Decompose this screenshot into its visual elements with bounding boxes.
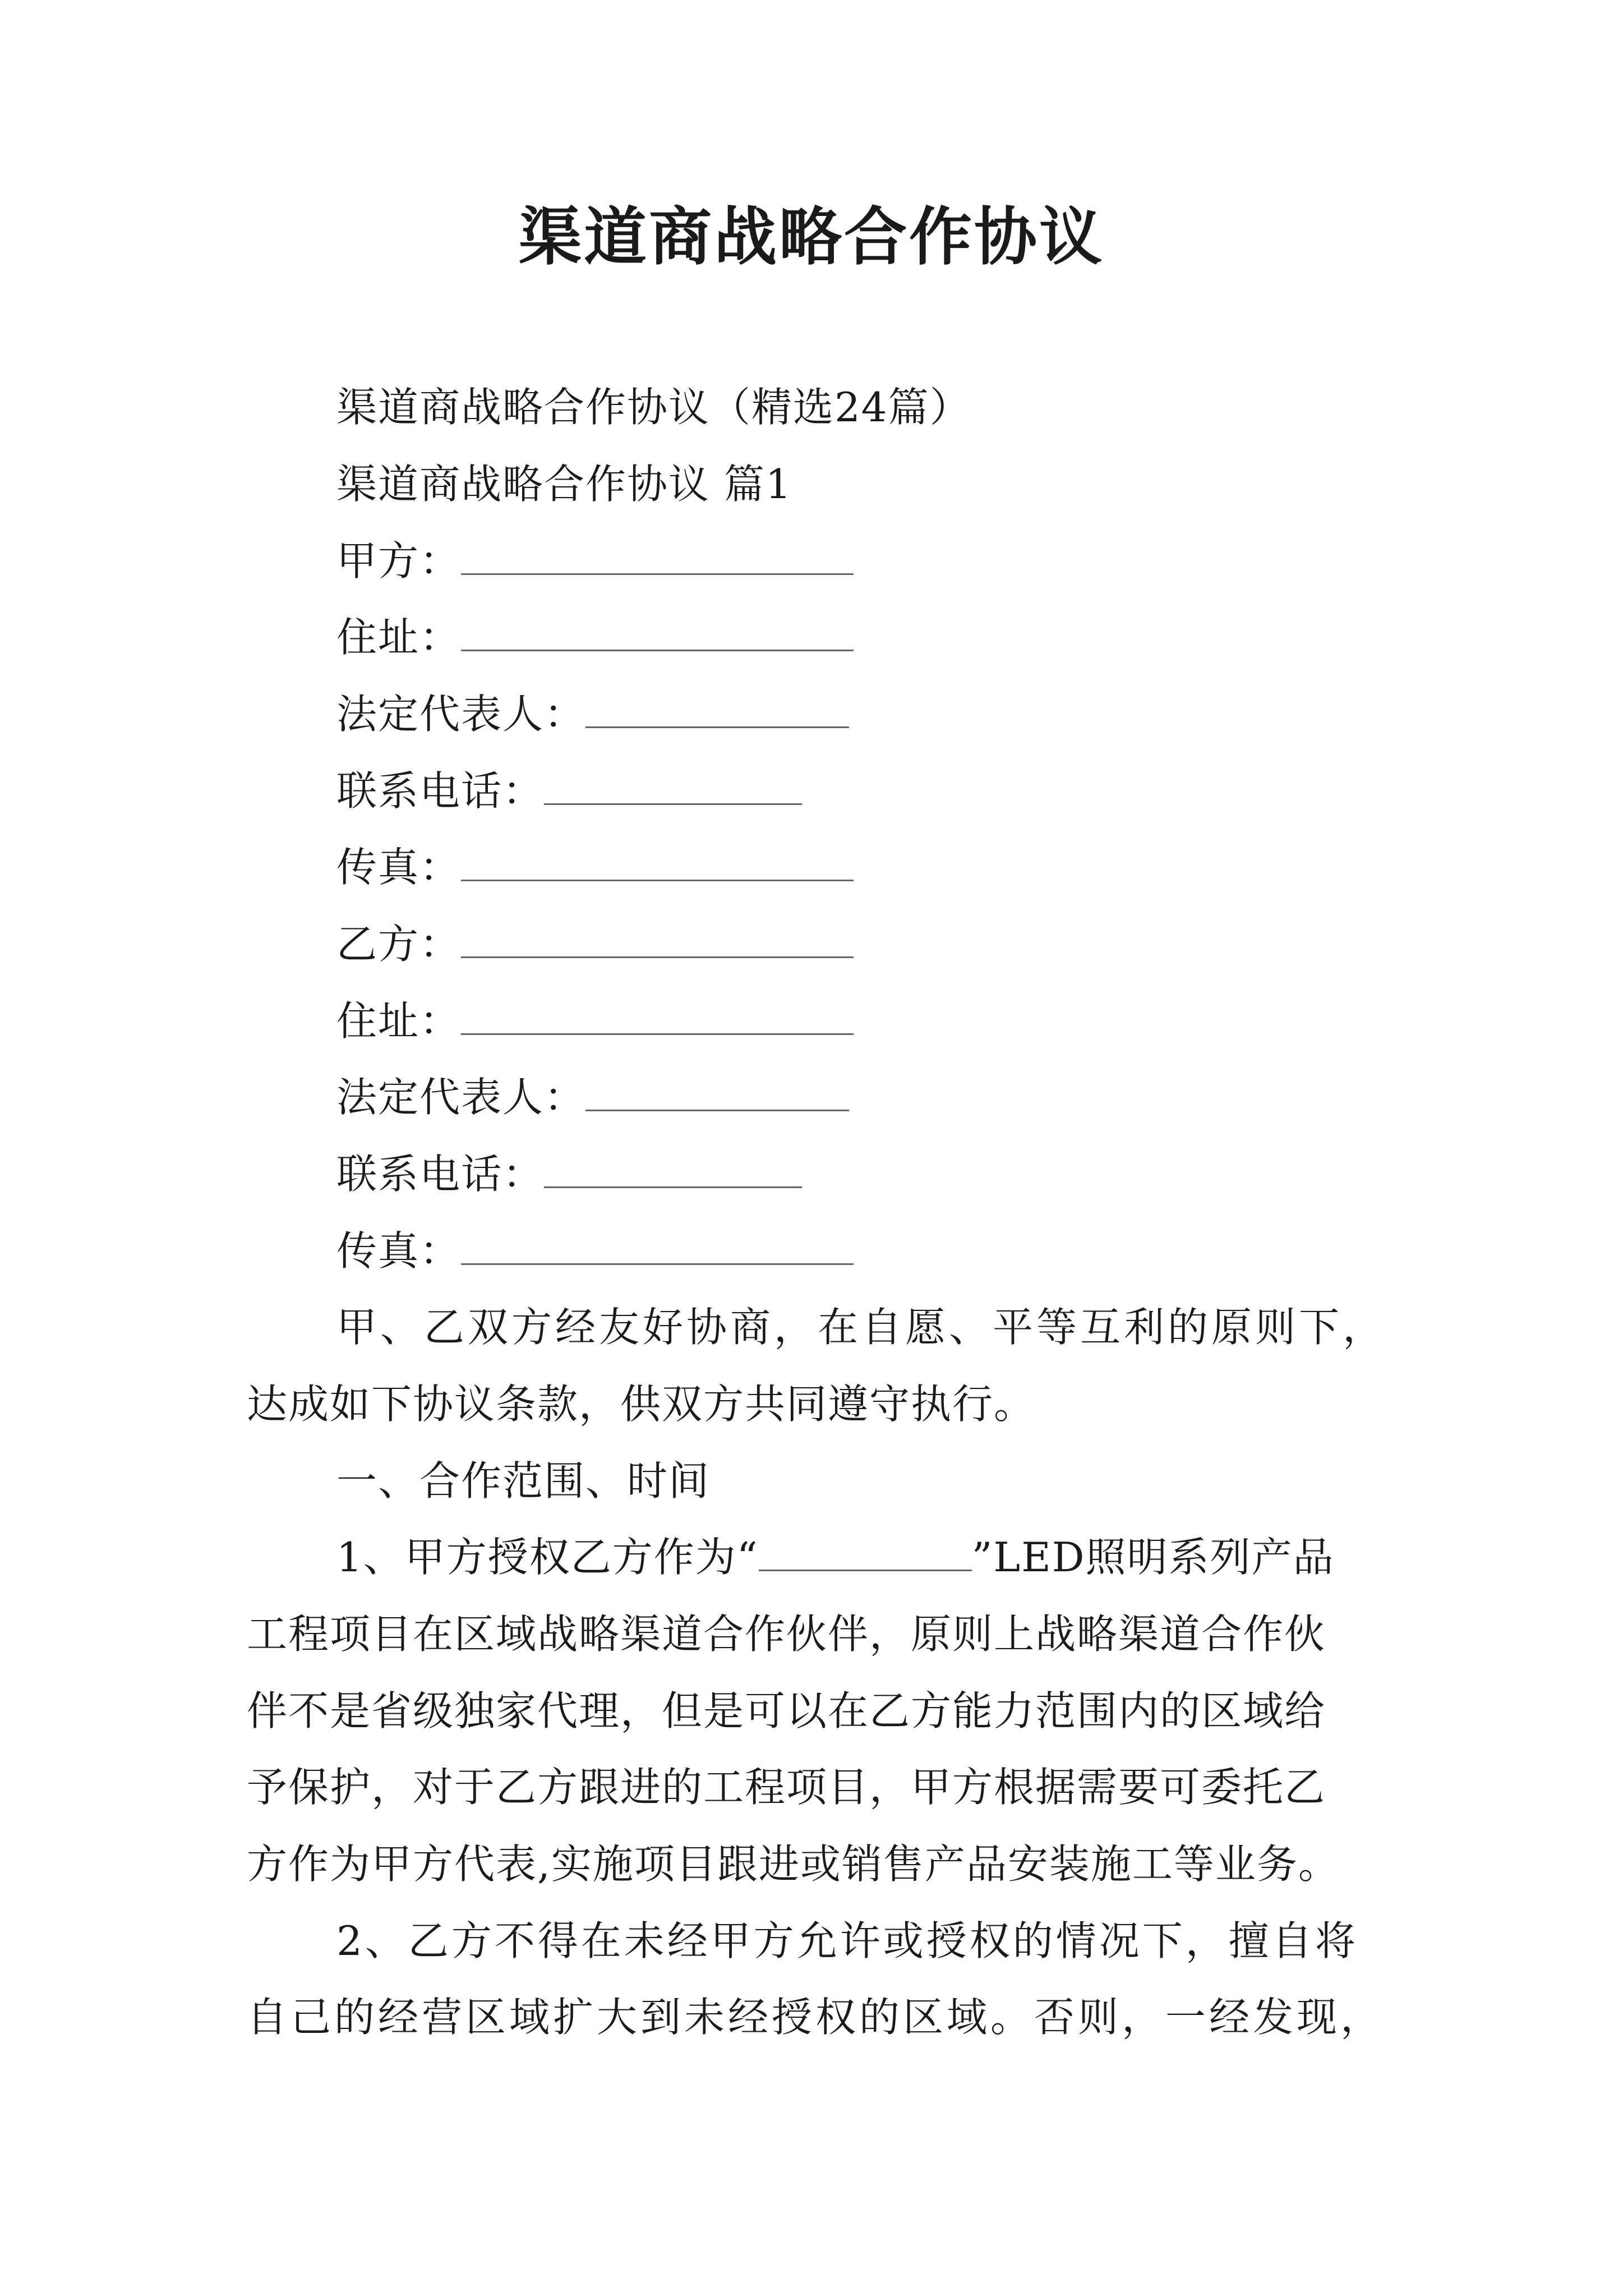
party-b-rep-row <box>336 1070 849 1124</box>
clause-1-item-2-line-2: 自己的经营区域扩大到未经授权的区域。否则，一经发现， <box>247 1994 1385 2041</box>
party-a-address-label: 住址： <box>336 614 462 661</box>
party-b-name-label: 乙方： <box>336 921 462 968</box>
clause-1-item-1-line-2: 工程项目在区域战略渠道合作伙伴，原则上战略渠道合作伙 <box>247 1611 1326 1658</box>
party-b-fax-blank <box>461 1259 854 1265</box>
party-a-rep-blank <box>585 722 849 728</box>
clause-1-item-1-prefix: 1、甲方授权乙方作为“ <box>336 1534 759 1581</box>
party-a-address-row <box>336 610 854 664</box>
party-b-phone-label: 联系电话： <box>336 1151 545 1198</box>
party-a-fax-blank <box>461 875 854 881</box>
clause-1-item-1-line-4: 予保护，对于乙方跟进的工程项目，甲方根据需要可委托乙 <box>247 1764 1326 1811</box>
party-a-fax-label: 传真： <box>336 844 462 891</box>
party-b-address-row <box>336 994 854 1048</box>
party-a-name-row <box>336 534 854 588</box>
clause-1-item-1-suffix: ”LED照明系列产品 <box>971 1534 1335 1581</box>
party-a-fax-row <box>336 840 854 894</box>
product-name-blank <box>759 1565 972 1571</box>
party-a-rep-row <box>336 687 849 741</box>
party-a-name-label: 甲方： <box>336 537 462 585</box>
clause-1-heading: 一、合作范围、时间 <box>336 1457 711 1504</box>
intro-line-2: 达成如下协议条款，供双方共同遵守执行。 <box>247 1381 1036 1428</box>
party-b-rep-blank <box>585 1105 849 1111</box>
party-b-name-blank <box>461 952 854 958</box>
party-b-fax-label: 传真： <box>336 1227 462 1274</box>
intro-line-1: 甲、乙双方经友好协商，在自愿、平等互利的原则下， <box>336 1304 1387 1351</box>
party-b-name-row <box>336 917 854 971</box>
party-b-rep-label: 法定代表人： <box>336 1074 586 1121</box>
party-a-address-blank <box>461 645 854 651</box>
party-b-fax-row <box>336 1224 854 1278</box>
party-a-name-blank <box>461 569 854 575</box>
clause-1-item-1-line-5: 方作为甲方代表,实施项目跟进或销售产品安装施工等业务。 <box>247 1841 1340 1888</box>
party-a-phone-label: 联系电话： <box>336 767 545 815</box>
party-b-address-blank <box>461 1029 854 1035</box>
party-a-phone-row <box>336 764 802 818</box>
clause-1-item-2-line-1: 2、乙方不得在未经甲方允许或授权的情况下，擅自将 <box>336 1917 1358 1964</box>
party-a-phone-blank <box>544 799 802 805</box>
party-a-rep-label: 法定代表人： <box>336 691 586 738</box>
document-subtitle: 渠道商战略合作协议（精选24篇） <box>336 384 971 431</box>
party-b-phone-row <box>336 1147 802 1201</box>
clause-1-item-1-line-3: 伴不是省级独家代理，但是可以在乙方能力范围内的区域给 <box>247 1687 1326 1734</box>
party-b-address-label: 住址： <box>336 997 462 1045</box>
document-title: 渠道商战略合作协议 <box>519 200 1104 274</box>
section-heading: 渠道商战略合作协议 篇1 <box>336 461 792 508</box>
party-b-phone-blank <box>544 1182 802 1188</box>
clause-1-item-1-line-1 <box>336 1530 1335 1584</box>
